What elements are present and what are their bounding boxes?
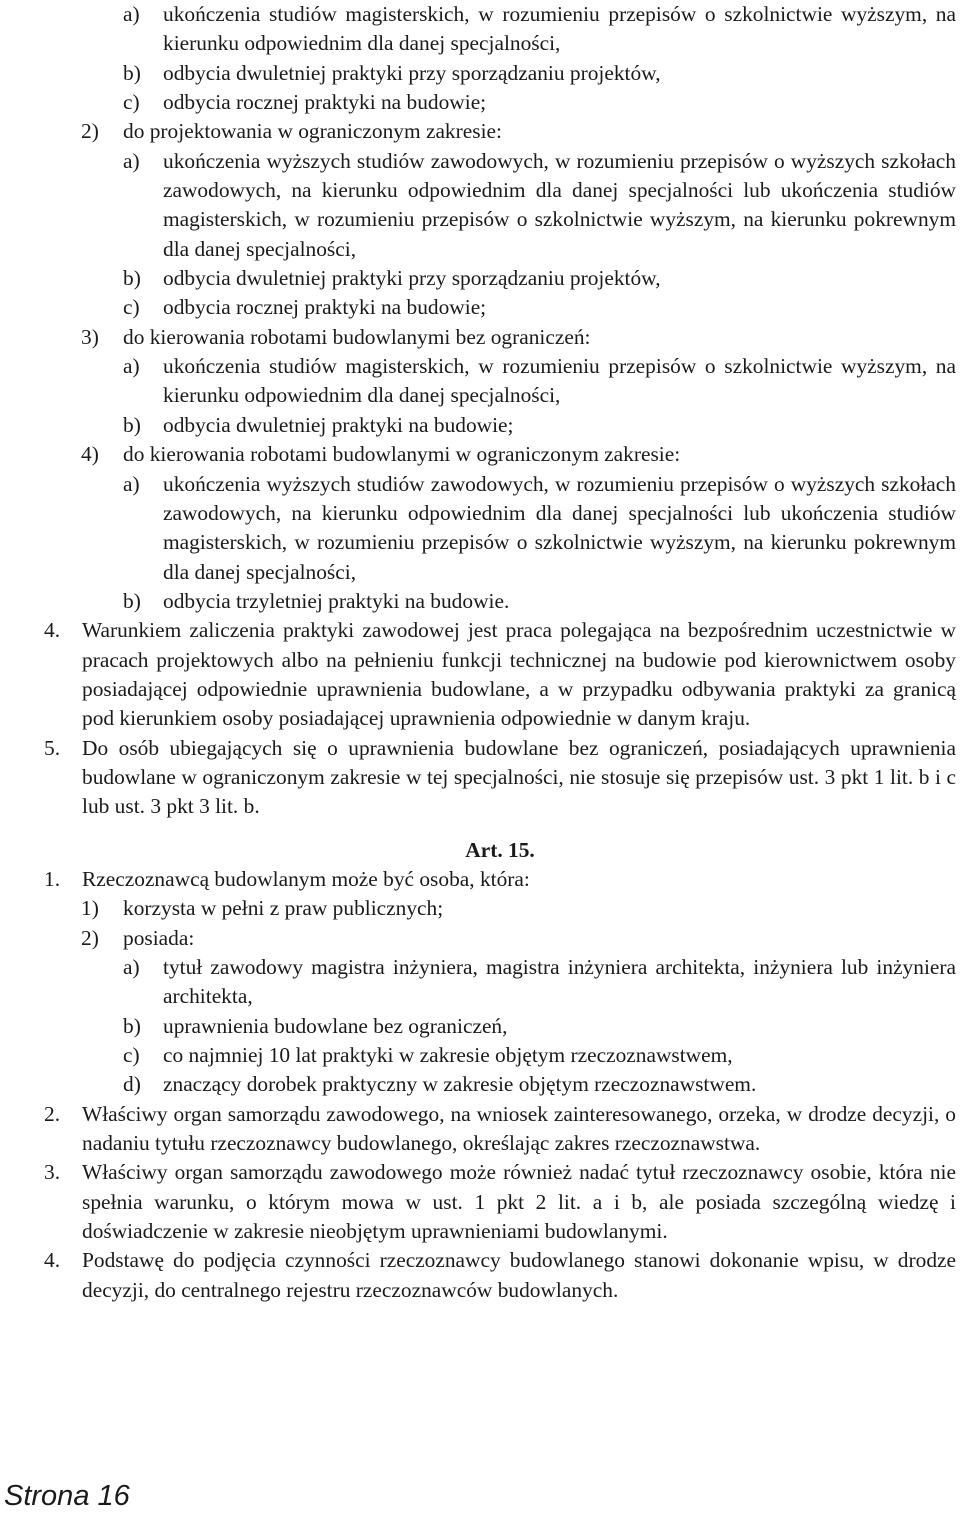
list-item — [123, 1041, 956, 1070]
list-item — [123, 88, 956, 117]
paragraph-text: Warunkiem zaliczenia praktyki zawodowej jest praca polegająca na bezpośrednim uczestnictwie w pracach projektowych albo na pełnieniu funkcji technicznej na budowie pod kierownictwem osoby posiadającej odpowiednie uprawnienia budowlane, a w przypadku odbywania praktyki za granicą pod kierunkiem osoby posiadającej uprawnienia odpowiednie w danym kraju. — [82, 618, 956, 731]
paragraph-marker: 4. — [44, 618, 61, 643]
item-text: znaczący dorobek praktyczny w zakresie objętym rzeczoznawstwem. — [163, 1072, 757, 1097]
item-text: posiada: — [123, 925, 195, 950]
paragraph-marker: 5. — [44, 735, 61, 760]
paragraph — [44, 1158, 956, 1246]
list-item — [81, 440, 956, 469]
item-text: co najmniej 10 lat praktyki w zakresie objętym rzeczoznawstwem, — [163, 1043, 733, 1068]
item-text: tytuł zawodowy magistra inżyniera, magistra inżyniera architekta, inżyniera lub inżyniera architekta, — [163, 955, 956, 1009]
item-marker: a) — [123, 354, 140, 379]
item-text: odbycia rocznej praktyki na budowie; — [163, 295, 487, 320]
list-item — [81, 117, 956, 146]
paragraph-text: Podstawę do podjęcia czynności rzeczoznawcy budowlanego stanowi dokonanie wpisu, w drodze decyzji, do centralnego rejestru rzeczoznawców budowlanych. — [82, 1248, 956, 1302]
item-text: odbycia trzyletniej praktyki na budowie. — [163, 588, 510, 613]
item-marker: c) — [123, 90, 140, 115]
item-text: uprawnienia budowlane bez ograniczeń, — [163, 1013, 508, 1038]
item-text: odbycia rocznej praktyki na budowie; — [163, 90, 487, 115]
item-marker: b) — [123, 60, 141, 85]
item-text: odbycia dwuletniej praktyki przy sporządzaniu projektów, — [163, 266, 661, 291]
item-marker: 4) — [81, 442, 99, 467]
item-text: do kierowania robotami budowlanymi bez ograniczeń: — [123, 324, 591, 349]
list-item — [123, 587, 956, 616]
item-text: do kierowania robotami budowlanymi w ograniczonym zakresie: — [123, 442, 681, 467]
article-title: Art. 15. — [465, 837, 535, 862]
list-item — [123, 352, 956, 411]
paragraph — [44, 1246, 956, 1305]
item-text: do projektowania w ograniczonym zakresie: — [123, 119, 502, 144]
paragraph-text: Do osób ubiegających się o uprawnienia budowlane bez ograniczeń, posiadających uprawnienia budowlane w ograniczonym zakresie w tej specjalności, nie stosuje się przepisów ust. 3 pkt 1 lit. b i c lub ust. 3 pkt 3 lit. b. — [82, 735, 956, 819]
list-item — [81, 924, 956, 953]
item-marker: d) — [123, 1072, 141, 1097]
item-text: odbycia dwuletniej praktyki przy sporządzaniu projektów, — [163, 60, 661, 85]
item-marker: a) — [123, 2, 140, 26]
list-item — [123, 411, 956, 440]
paragraph-text: Właściwy organ samorządu zawodowego, na wniosek zainteresowanego, orzeka, w drodze decyzji, o nadaniu tytułu rzeczoznawcy budowlanego, określając zakres rzeczoznawstwa. — [82, 1101, 956, 1156]
item-marker: a) — [123, 955, 140, 979]
paragraph-marker: 1. — [44, 866, 61, 891]
item-marker: b) — [123, 266, 141, 291]
list-item — [123, 59, 956, 88]
paragraph-marker: 2. — [44, 1101, 61, 1126]
item-marker: b) — [123, 588, 141, 613]
item-marker: 2) — [81, 119, 99, 144]
item-marker: 1) — [81, 896, 99, 921]
paragraph — [44, 1100, 956, 1159]
paragraph-marker: 3. — [44, 1160, 61, 1185]
list-item — [123, 0, 956, 59]
item-marker: b) — [123, 1013, 141, 1038]
item-text: odbycia dwuletniej praktyki na budowie; — [163, 412, 514, 437]
list-item — [81, 894, 956, 923]
item-text: ukończenia studiów magisterskich, w rozumieniu przepisów o szkolnictwie wyższym, na kierunku odpowiednim dla danej specjalności, — [163, 354, 956, 408]
list-item — [123, 470, 956, 587]
paragraph-text: Rzeczoznawcą budowlanym może być osoba, która: — [82, 866, 530, 891]
list-item — [123, 264, 956, 293]
list-item — [123, 293, 956, 322]
list-item — [123, 1070, 956, 1099]
list-item — [123, 1012, 956, 1041]
item-marker: 2) — [81, 925, 99, 950]
paragraph — [44, 734, 956, 822]
item-text: ukończenia wyższych studiów zawodowych, w rozumieniu przepisów o wyższych szkołach zawodowych, na kierunku odpowiednim dla danej specjalności lub ukończenia studiów magisterskich, w rozumieniu przepisów o szkolnictwie wyższym, na kierunku pokrewnym dla danej specjalności, — [163, 148, 956, 261]
item-marker: c) — [123, 1043, 140, 1068]
list-item — [81, 323, 956, 352]
item-marker: a) — [123, 148, 140, 173]
item-marker: a) — [123, 471, 140, 496]
item-text: korzysta w pełni z praw publicznych; — [123, 896, 444, 921]
item-marker: b) — [123, 412, 141, 437]
list-item — [123, 953, 956, 1012]
item-text: ukończenia studiów magisterskich, w rozumieniu przepisów o szkolnictwie wyższym, na kierunku odpowiednim dla danej specjalności, — [163, 2, 956, 56]
list-item — [123, 147, 956, 264]
item-marker: 3) — [81, 324, 99, 349]
item-marker: c) — [123, 295, 140, 320]
paragraph — [44, 616, 956, 733]
item-text: ukończenia wyższych studiów zawodowych, w rozumieniu przepisów o wyższych szkołach zawodowych, na kierunku odpowiednim dla danej specjalności lub ukończenia studiów magisterskich, w rozumieniu przepisów o szkolnictwie wyższym, na kierunku pokrewnym dla danej specjalności, — [163, 471, 956, 584]
paragraph — [44, 865, 956, 894]
paragraph-text: Właściwy organ samorządu zawodowego może również nadać tytuł rzeczoznawcy osobie, która nie spełnia warunku, o którym mowa w ust. 1 pkt 2 lit. a i b, ale posiada szczególną wiedzę i doświadczenie w zakresie nieobjętym uprawnieniami budowlanymi. — [82, 1160, 956, 1244]
page-number: Strona 16 — [4, 1480, 130, 1512]
paragraph-marker: 4. — [44, 1248, 61, 1273]
